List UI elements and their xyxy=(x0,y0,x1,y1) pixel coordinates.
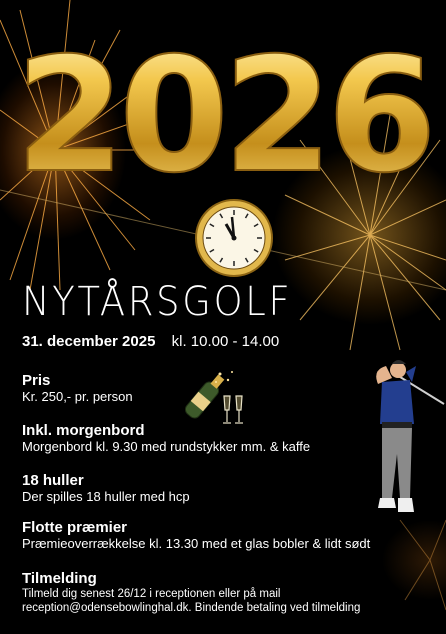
section-text: Præmieoverrækkelse kl. 13.30 med et glas bobler & lidt sødt xyxy=(22,536,371,551)
section-heading: Inkl. morgenbord xyxy=(22,422,145,439)
event-time: kl. 10.00 - 14.00 xyxy=(171,333,280,350)
section-text: Der spilles 18 huller med hcp xyxy=(22,489,190,504)
event-date: 31. december 2025 xyxy=(22,333,156,350)
section-signup xyxy=(22,570,442,615)
section-heading: Pris xyxy=(22,372,51,389)
section-heading: 18 huller xyxy=(22,472,84,489)
section-text: Morgenbord kl. 9.30 med rundstykker mm. & kaffe xyxy=(22,439,311,454)
section-text: reception@odensebowlinghal.dk. Bindende betaling ved tilmelding xyxy=(22,602,361,614)
golfer-illustration xyxy=(352,358,446,526)
section-text: Kr. 250,- pr. person xyxy=(22,389,133,404)
champagne-glasses xyxy=(223,396,243,423)
section-heading: Flotte præmier xyxy=(22,519,128,536)
date-line xyxy=(22,333,279,351)
year-text: 2026 xyxy=(15,24,431,200)
clock-icon xyxy=(194,198,274,278)
section-text: Tilmeld dig senest 26/12 i receptionen eller på mail xyxy=(22,588,281,600)
section-heading: Tilmelding xyxy=(22,570,97,587)
champagne-bottle-icon xyxy=(172,366,252,432)
event-title: NYTÅRSGOLF xyxy=(22,279,293,325)
year-balloons xyxy=(0,0,446,200)
